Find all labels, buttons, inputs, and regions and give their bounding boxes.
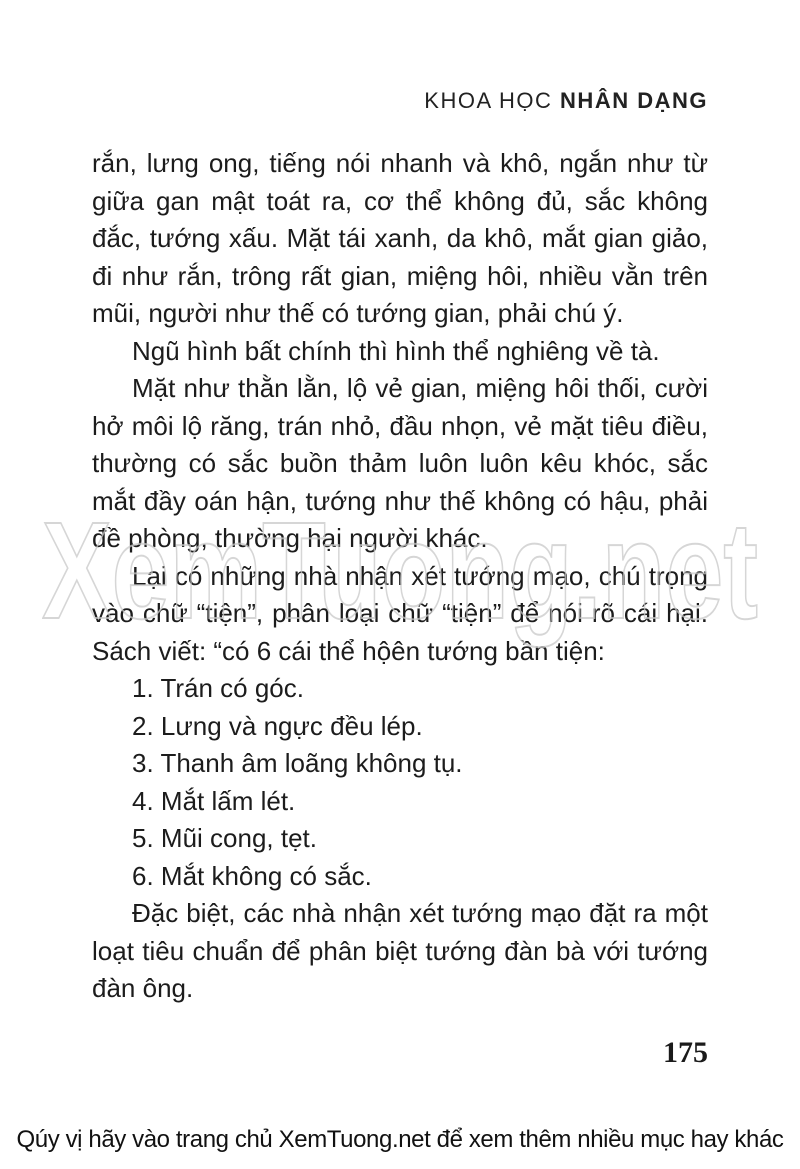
numbered-list xyxy=(92,670,708,895)
footer-site-link[interactable]: XemTuong.net xyxy=(278,1126,431,1153)
list-item: 4. Mắt lấm lét. xyxy=(132,785,296,816)
list-item: 1. Trán có góc. xyxy=(132,673,304,703)
list-item: 5. Mũi cong, tẹt. xyxy=(132,823,317,853)
paragraph: Ngũ hình bất chính thì hình thể nghiêng về tà. xyxy=(132,335,660,366)
watermark-text: XemTuong.net xyxy=(42,498,758,648)
footer-text-after: để xem thêm nhiều mục hay khác xyxy=(430,1126,784,1153)
list-item: 3. Thanh âm loãng không tụ. xyxy=(132,748,463,778)
header-title-bold: NHÂN DẠNG xyxy=(560,88,708,113)
paragraph: Lại có những nhà nhận xét tướng mạo, chú trọng vào chữ “tiện”, phân loại chữ “tiện” để nói rõ cái hại. Sách viết: “có 6 cái thể hộên tướng bần tiện: xyxy=(92,560,708,666)
header-title-light: KHOA HỌC xyxy=(424,88,561,113)
paragraph: Mặt như thằn lằn, lộ vẻ gian, miệng hôi thối, cười hở môi lộ răng, trán nhỏ, đầu nhọn, vẻ mặt tiêu điều, thường có sắc buồn thảm luôn luôn kêu khóc, sắc mắt đầy oán hận, tướng như thế không có hậu, phải đề phòng, thường hại người khác. xyxy=(92,373,708,553)
paragraph-continued: rắn, lưng ong, tiếng nói nhanh và khô, ngắn như từ giữa gan mật toát ra, cơ thể không đủ, sắc không đắc, tướng xấu. Mặt tái xanh, da khô, mắt gian giảo, đi như rắn, trông rất gian, miệng hôi, nhiều vằn trên mũi, người như thế có tướng gian, phải chú ý. xyxy=(92,148,708,328)
page-body xyxy=(92,145,708,1008)
list-item: 2. Lưng và ngực đều lép. xyxy=(132,710,423,741)
closing-paragraph: Đặc biệt, các nhà nhận xét tướng mạo đặt ra một loạt tiêu chuẩn để phân biệt tướng đàn bà với tướng đàn ông. xyxy=(92,898,708,1003)
list-item: 6. Mắt không có sắc. xyxy=(132,860,372,891)
footer-text-before: Qúy vị hãy vào trang chủ xyxy=(16,1126,279,1153)
running-header xyxy=(424,88,708,114)
page-number: 175 xyxy=(663,1036,708,1069)
footer-banner xyxy=(0,1126,800,1154)
